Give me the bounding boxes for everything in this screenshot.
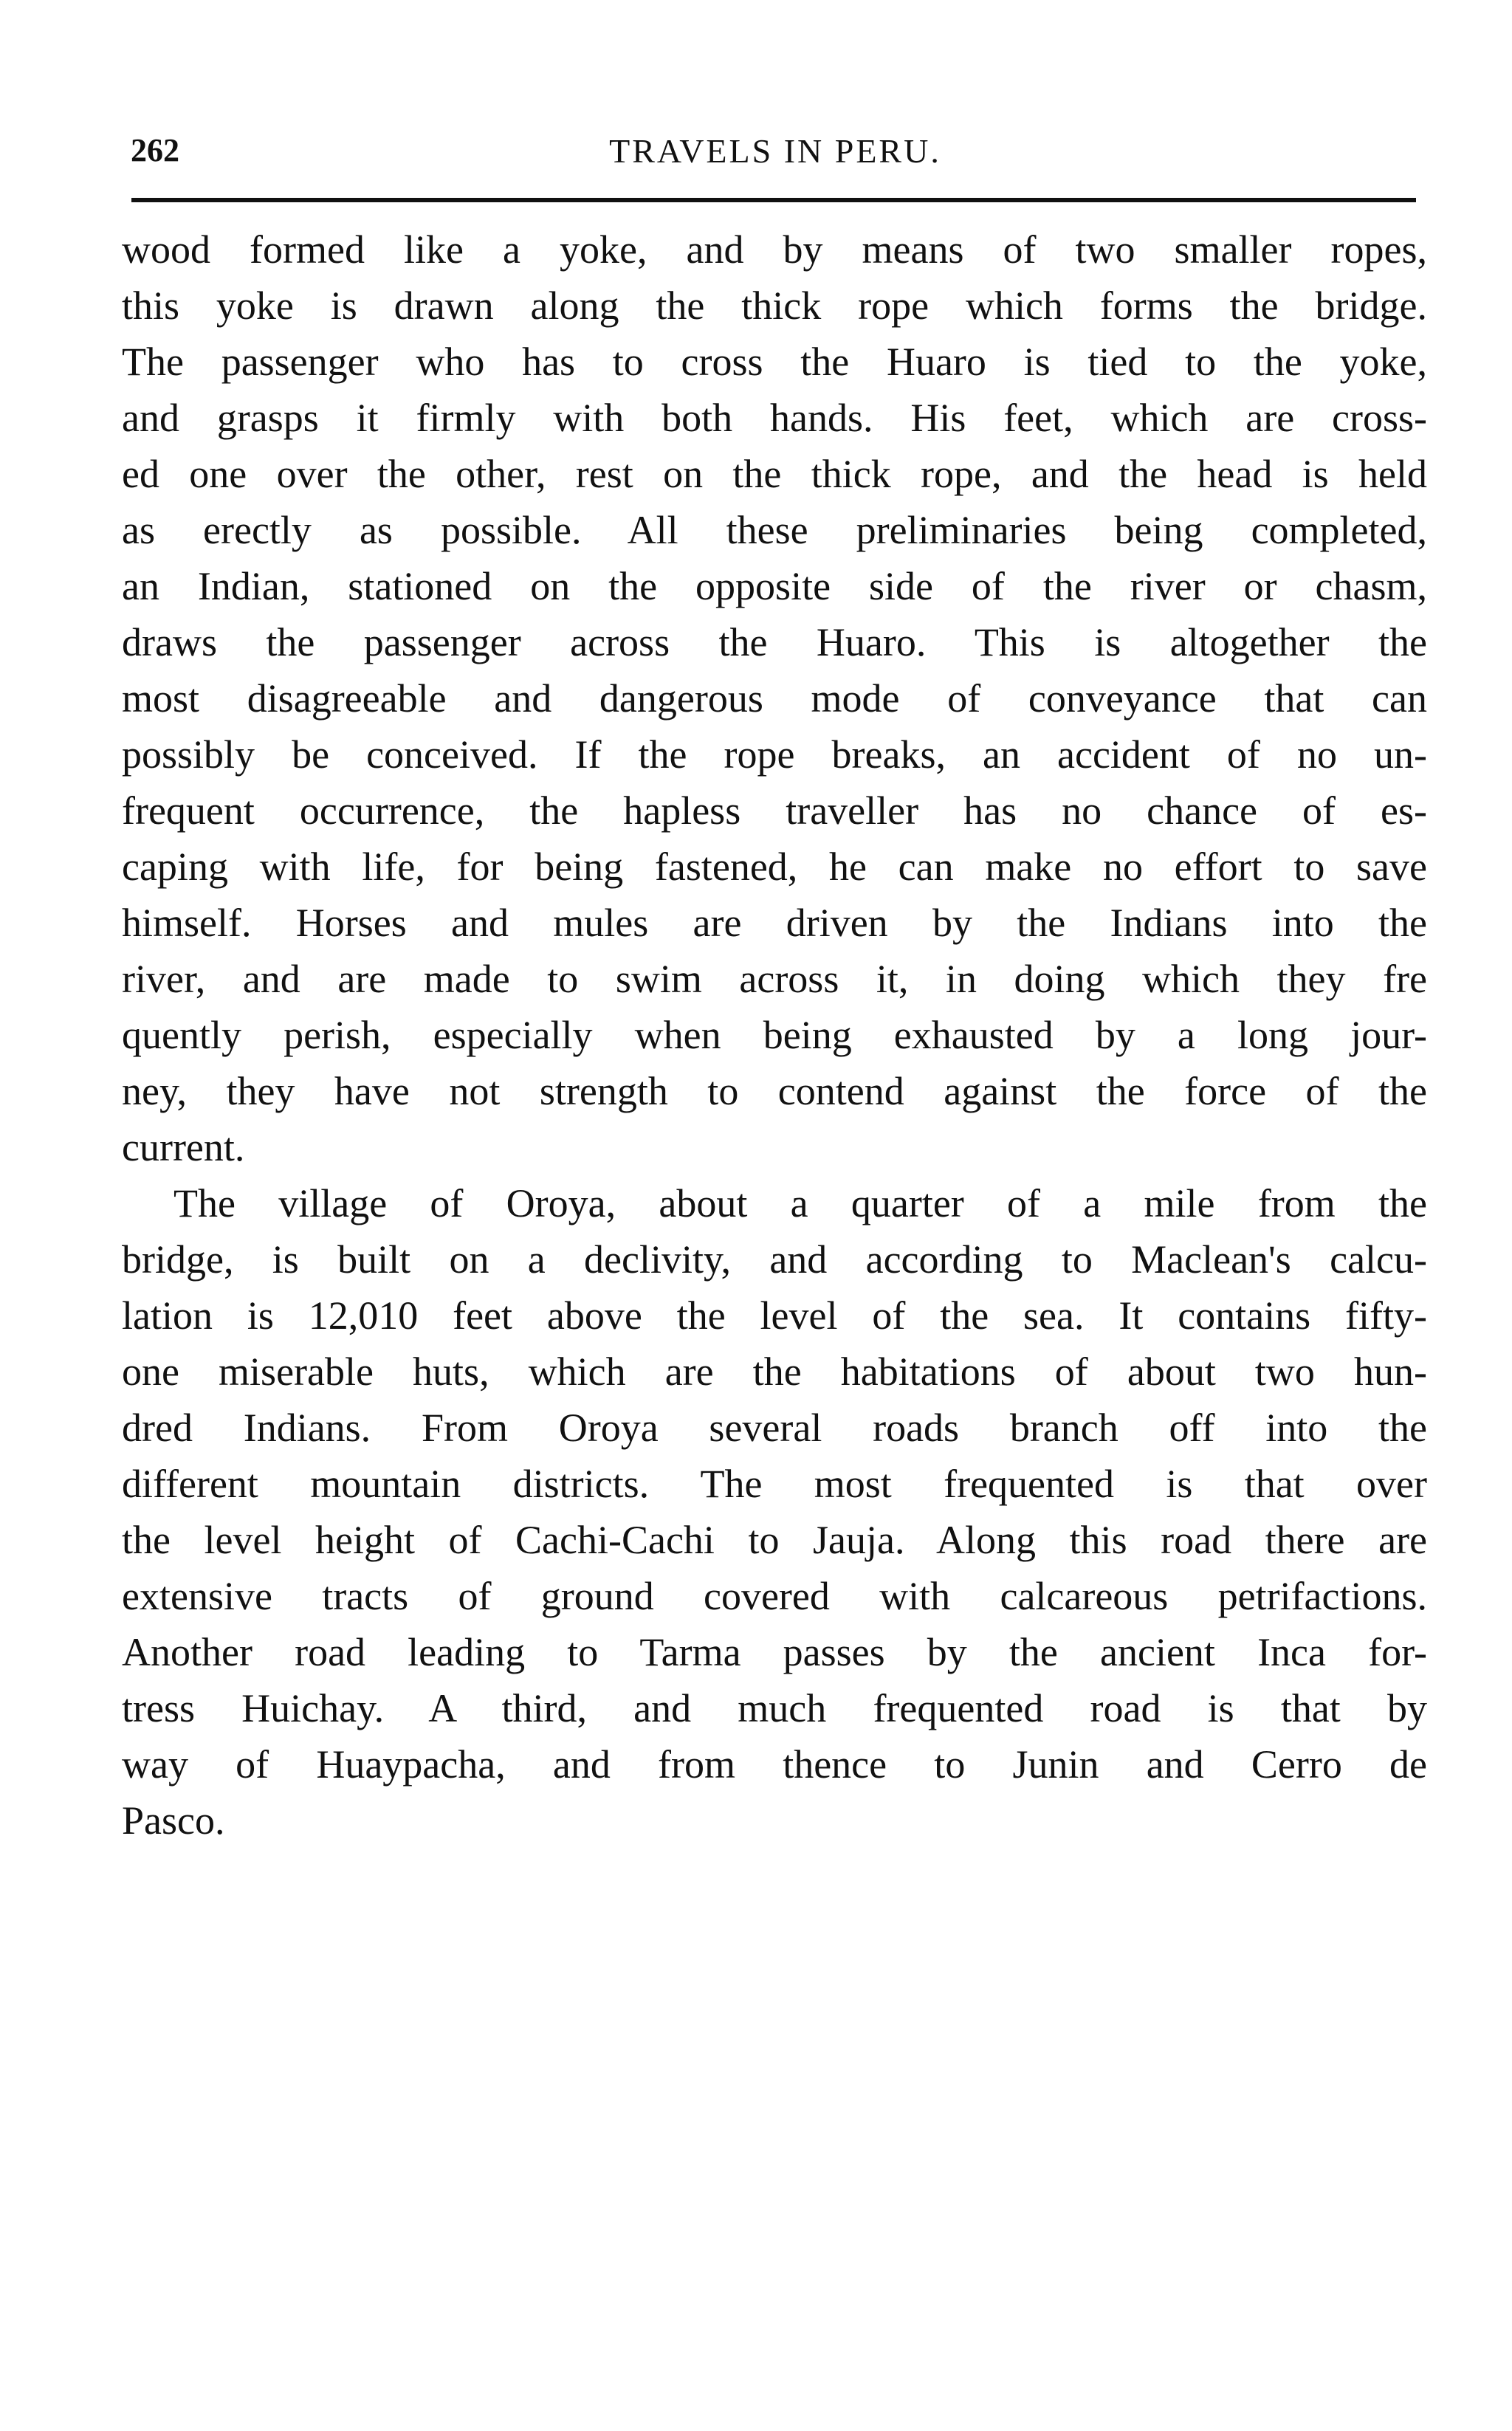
text-line: Another road leading to Tarma passes by the ancient Inca for- xyxy=(122,1630,1427,1674)
text-line: the level height of Cachi-Cachi to Jauja. Along this road there are xyxy=(122,1518,1427,1562)
text-line: draws the passenger across the Huaro. This is altogether the xyxy=(122,620,1427,664)
text-line: Pasco. xyxy=(122,1798,225,1843)
text-line: himself. Horses and mules are driven by the Indians into the xyxy=(122,901,1427,945)
text-line: quently perish, especially when being exhausted by a long jour- xyxy=(122,1013,1427,1057)
text-line: current. xyxy=(122,1125,245,1169)
body-text xyxy=(122,221,1427,1849)
text-line: caping with life, for being fastened, he can make no effort to save xyxy=(122,845,1427,889)
text-line: ed one over the other, rest on the thick rope, and the head is held xyxy=(122,452,1427,496)
text-line: The village of Oroya, about a quarter of a mile from the xyxy=(173,1181,1427,1225)
text-line: and grasps it firmly with both hands. His feet, which are cross- xyxy=(122,396,1427,440)
text-line: possibly be conceived. If the rope breaks, an accident of no un- xyxy=(122,732,1427,777)
text-line: river, and are made to swim across it, in doing which they fre xyxy=(122,957,1427,1001)
text-line: The passenger who has to cross the Huaro is tied to the yoke, xyxy=(122,340,1427,384)
text-line: dred Indians. From Oroya several roads branch off into the xyxy=(122,1406,1427,1450)
text-line: different mountain districts. The most frequented is that over xyxy=(122,1462,1427,1506)
text-line: way of Huaypacha, and from thence to Junin and Cerro de xyxy=(122,1742,1427,1787)
text-line: tress Huichay. A third, and much frequented road is that by xyxy=(122,1686,1427,1730)
paragraph xyxy=(122,221,1427,1175)
text-line: most disagreeable and dangerous mode of conveyance that can xyxy=(122,676,1427,721)
text-line: an Indian, stationed on the opposite side of the river or chasm, xyxy=(122,564,1427,608)
text-line: extensive tracts of ground covered with calcareous petrifactions. xyxy=(122,1574,1427,1618)
text-line: bridge, is built on a declivity, and according to Maclean's calcu- xyxy=(122,1237,1427,1282)
page-number: 262 xyxy=(131,132,179,168)
paragraph xyxy=(122,1175,1427,1849)
running-title: TRAVELS IN PERU. xyxy=(609,132,941,170)
text-line: one miserable huts, which are the habitations of about two hun- xyxy=(122,1349,1427,1394)
text-line: lation is 12,010 feet above the level of the sea. It contains fifty- xyxy=(122,1293,1427,1338)
text-line: frequent occurrence, the hapless traveller has no chance of es- xyxy=(122,788,1427,833)
header-rule xyxy=(131,198,1416,202)
text-line: this yoke is drawn along the thick rope which forms the bridge. xyxy=(122,283,1427,328)
text-line: ney, they have not strength to contend against the force of the xyxy=(122,1069,1427,1113)
text-line: as erectly as possible. All these preliminaries being completed, xyxy=(122,508,1427,552)
page-header xyxy=(122,131,1429,183)
text-line: wood formed like a yoke, and by means of two smaller ropes, xyxy=(122,227,1427,272)
